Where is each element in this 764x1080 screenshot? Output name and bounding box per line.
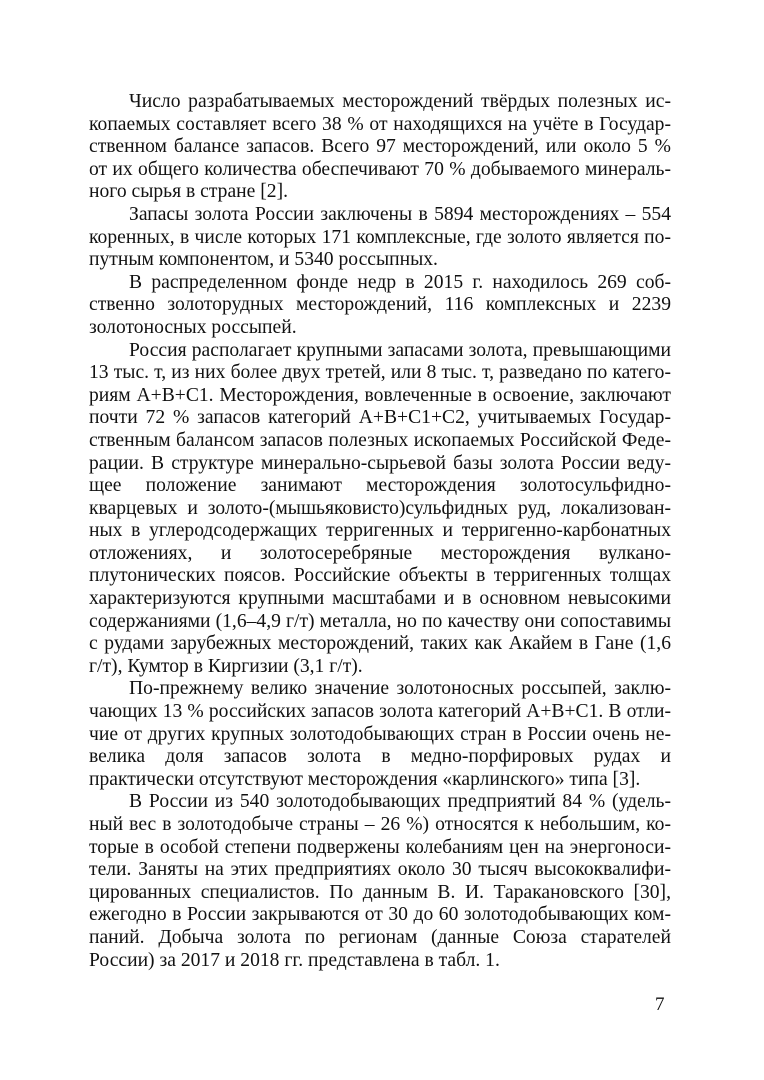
paragraph-distributed-fund: В распределенном фонде недр в 2015 г. находилось 269 собственно золоторудных месторождений, 116 комплексных и 2239 золотоносных россыпей. (89, 271, 671, 338)
body-text (89, 91, 671, 972)
paragraph-russia-gold-base: Россия располагает крупными запасами золота, превышающими 13 тыс. т, из них более двух третей, или 8 тыс. т, разведано по категориям А+В+С1. Месторождения, вовлеченные в освоение, заключают почти 72 % запасов категорий А+В+С1+С2, учитываемых Государственным балансом запасов полезных ископаемых Российской Федерации. В структуре минерально-сырьевой базы золота России ведущее положение занимают месторождения золотосульфидно-кварцевых и золото-(мышьяковисто)сульфидных руд, локализованных в углеродсодержащих терригенных и терригенно-карбонатных отложениях, и золотосеребряные месторождения вулканоплутонических поясов. Российские объекты в терригенных толщах характеризуются крупными масштабами и в основном невысокими содержаниями (1,6–4,9 г/т) металла, но по качеству они сопоставимы с рудами зарубежных месторождений, таких как Акайем в Гане (1,6 г/т), Кумтор в Киргизии (3,1 г/т). (89, 339, 671, 677)
page-number: 7 (655, 994, 665, 1015)
paragraph-deposits-count: Число разрабатываемых месторождений твёрдых полезных ископаемых составляет всего 38 % от находящихся на учёте в Государственном балансе запасов. Всего 97 месторождений, или около 5 % от их общего количества обеспечивают 70 % добываемого минерального сырья в стране [2]. (89, 91, 671, 203)
paragraph-gold-reserves: Запасы золота России заключены в 5894 месторождениях – 554 коренных, в числе которых 171 комплексные, где золото является попутным компонентом, и 5340 россыпных. (89, 203, 671, 271)
paragraph-enterprises: В России из 540 золотодобывающих предприятий 84 % (удельный вес в золотодобыче страны – 26 %) относятся к небольшим, которые в особой степени подвержены колебаниям цен на энергоносители. Заняты на этих предприятиях около 30 тысяч высококвалифицированных специалистов. По данным В. И. Таракановского [30], ежегодно в России закрываются от 30 до 60 золотодобывающих компаний. Добыча золота по регионам (данные Союза старателей России) за 2017 и 2018 гг. представлена в табл. 1. (89, 791, 671, 971)
paragraph-placers: По-прежнему велико значение золотоносных россыпей, заключающих 13 % российских запасов золота категорий А+В+С1. В отличие от других крупных золотодобывающих стран в России очень невелика доля запасов золота в медно-порфировых рудах и практически отсутствуют месторождения «карлинского» типа [3]. (89, 678, 671, 790)
